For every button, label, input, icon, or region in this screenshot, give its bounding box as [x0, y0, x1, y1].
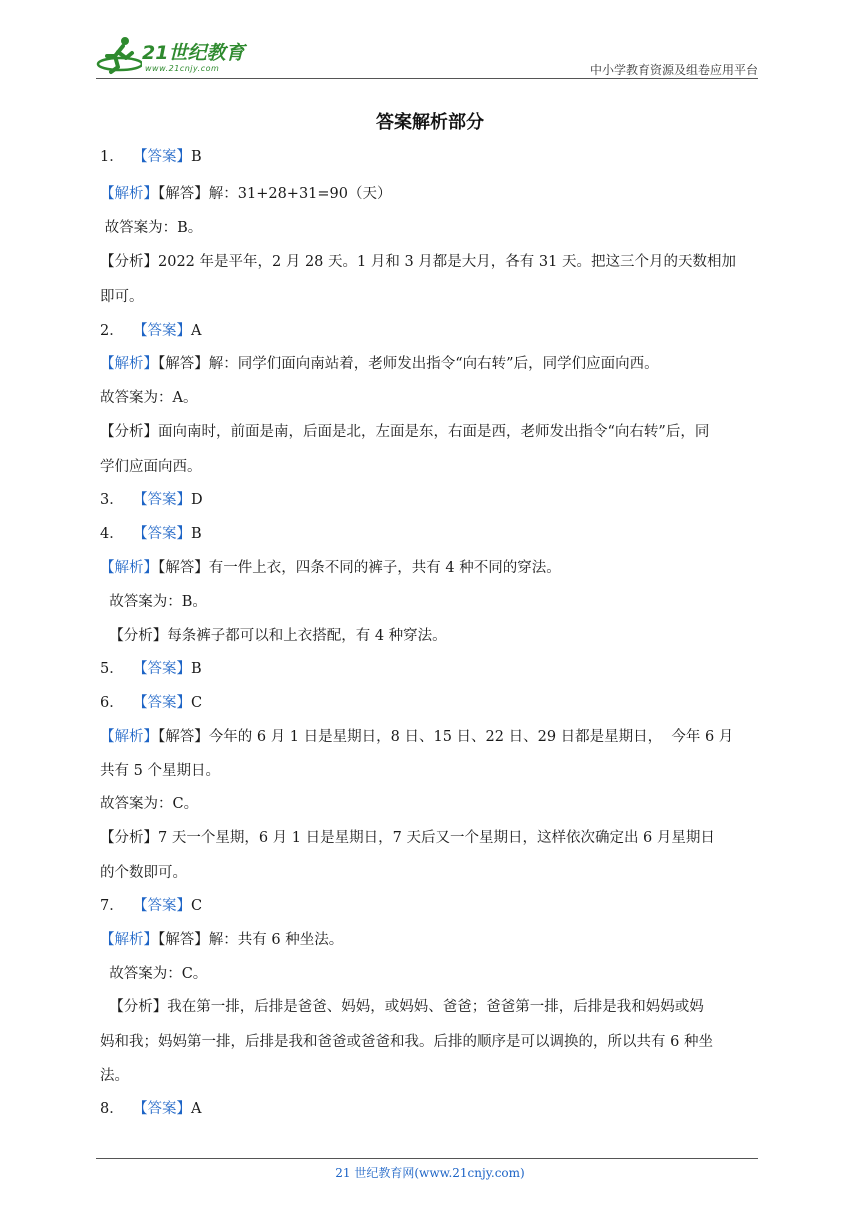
runner-logo-icon [96, 34, 142, 78]
answer-line [100, 490, 203, 510]
answer-tag: 【解析】 [100, 560, 158, 576]
answer-text: 1． [100, 149, 133, 165]
answer-tag: 【解析】 [100, 932, 158, 948]
answer-text: C [190, 695, 203, 711]
platform-name: 中小学教育资源及组卷应用平台 [589, 63, 758, 77]
answer-tag: 【解析】 [100, 186, 158, 202]
answer-text: 5． [100, 661, 133, 677]
answer-text: D [190, 492, 203, 508]
answer-text: 【解答】解：同学们面向南站着，老师发出指令“向右转”后，同学们应面向西。 [158, 356, 659, 372]
answer-line [100, 997, 704, 1017]
answer-text: 法。 [100, 1068, 129, 1084]
footer-text: 21 世纪教育网(www.21cnjy.com) [335, 1166, 525, 1180]
page-title: 答案解析部分 [376, 112, 484, 133]
answer-tag: 【答案】 [132, 526, 191, 542]
answer-text: 【分析】我在第一排，后排是爸爸、妈妈，或妈妈、爸爸；爸爸第一排，后排是我和妈妈或妈 [100, 999, 704, 1015]
answer-line [100, 147, 202, 167]
answer-tag: 【答案】 [132, 492, 191, 508]
answer-line [100, 794, 198, 814]
answer-text: 4． [100, 526, 133, 542]
answer-line [100, 761, 220, 781]
answer-line [100, 422, 709, 442]
answer-text: 的个数即可。 [100, 865, 187, 881]
answer-line [100, 218, 202, 238]
answer-line [100, 1099, 201, 1119]
answer-text: 7． [100, 898, 133, 914]
answer-line [100, 863, 187, 883]
page-header [96, 30, 758, 80]
logo-url: www.21cnjy.com [145, 64, 220, 73]
answer-line [100, 354, 659, 374]
answer-line [100, 1032, 713, 1052]
answer-line [100, 388, 197, 408]
answer-text: 【分析】面向南时，前面是南，后面是北，左面是东，右面是西，老师发出指令“向右转”后，同 [100, 424, 710, 440]
answer-text: 即可。 [100, 289, 144, 305]
answer-text: 【解答】解：31+28+31=90（天） [158, 186, 392, 202]
answer-line [100, 727, 733, 747]
answer-text: 故答案为：A。 [100, 390, 198, 406]
logo-text: 21世纪教育 [142, 42, 245, 64]
answer-tag: 【解析】 [100, 729, 158, 745]
answer-text: C [190, 898, 203, 914]
answer-text: 6． [100, 695, 133, 711]
answer-text: 学们应面向西。 [100, 459, 202, 475]
answer-line [100, 287, 144, 307]
answer-line [100, 693, 202, 713]
answer-tag: 【解析】 [100, 356, 158, 372]
answer-line [100, 592, 207, 612]
answer-line [100, 626, 447, 646]
answer-text: 【解答】解：共有 6 种坐法。 [158, 932, 344, 948]
answer-text: B [190, 526, 202, 542]
answer-text: 2． [100, 323, 133, 339]
answer-line [100, 964, 207, 984]
answer-text: 【解答】有一件上衣，四条不同的裤子，共有 4 种不同的穿法。 [158, 560, 561, 576]
answer-tag: 【答案】 [132, 149, 191, 165]
answer-text: 【分析】每条裤子都可以和上衣搭配，有 4 种穿法。 [100, 628, 447, 644]
answer-tag: 【答案】 [132, 1101, 191, 1117]
answer-line [100, 252, 736, 272]
answer-line [100, 659, 202, 679]
answer-text: 共有 5 个星期日。 [100, 763, 220, 779]
answer-line [100, 321, 201, 341]
answer-text: A [190, 323, 202, 339]
header-divider [96, 78, 758, 79]
answer-tag: 【答案】 [132, 898, 191, 914]
answer-text: B [190, 149, 202, 165]
answer-tag: 【答案】 [132, 661, 191, 677]
answer-tag: 【答案】 [132, 323, 191, 339]
answer-text: 故答案为：B。 [100, 594, 207, 610]
answer-text: A [190, 1101, 202, 1117]
footer-divider [96, 1158, 758, 1159]
answer-text: 妈和我；妈妈第一排，后排是我和爸爸或爸爸和我。后排的顺序是可以调换的，所以共有 6 种坐 [100, 1034, 713, 1050]
answer-line [100, 524, 202, 544]
answer-line [100, 1066, 129, 1086]
answer-line [100, 457, 202, 477]
answer-text: 8． [100, 1101, 133, 1117]
answer-text: 3． [100, 492, 133, 508]
answer-line [100, 896, 202, 916]
answer-line [100, 184, 392, 204]
answer-line [100, 930, 343, 950]
answer-tag: 【答案】 [132, 695, 191, 711]
answer-text: 【分析】7 天一个星期，6 月 1 日是星期日，7 天后又一个星期日，这样依次确定出 6 月星期日 [100, 830, 715, 846]
answer-text: B [190, 661, 202, 677]
answer-text: 故答案为：C。 [100, 966, 208, 982]
answer-text: 【解答】今年的 6 月 1 日是星期日，8 日、15 日、22 日、29 日都是星期日， 今年 6 月 [158, 729, 734, 745]
logo [96, 34, 271, 78]
answer-line [100, 828, 715, 848]
answer-text: 故答案为：B。 [100, 220, 203, 236]
answer-text: 故答案为：C。 [100, 796, 199, 812]
answer-text: 【分析】2022 年是平年，2 月 28 天。1 月和 3 月都是大月，各有 31 天。把这三个月的天数相加 [100, 254, 736, 270]
answer-line [100, 558, 561, 578]
